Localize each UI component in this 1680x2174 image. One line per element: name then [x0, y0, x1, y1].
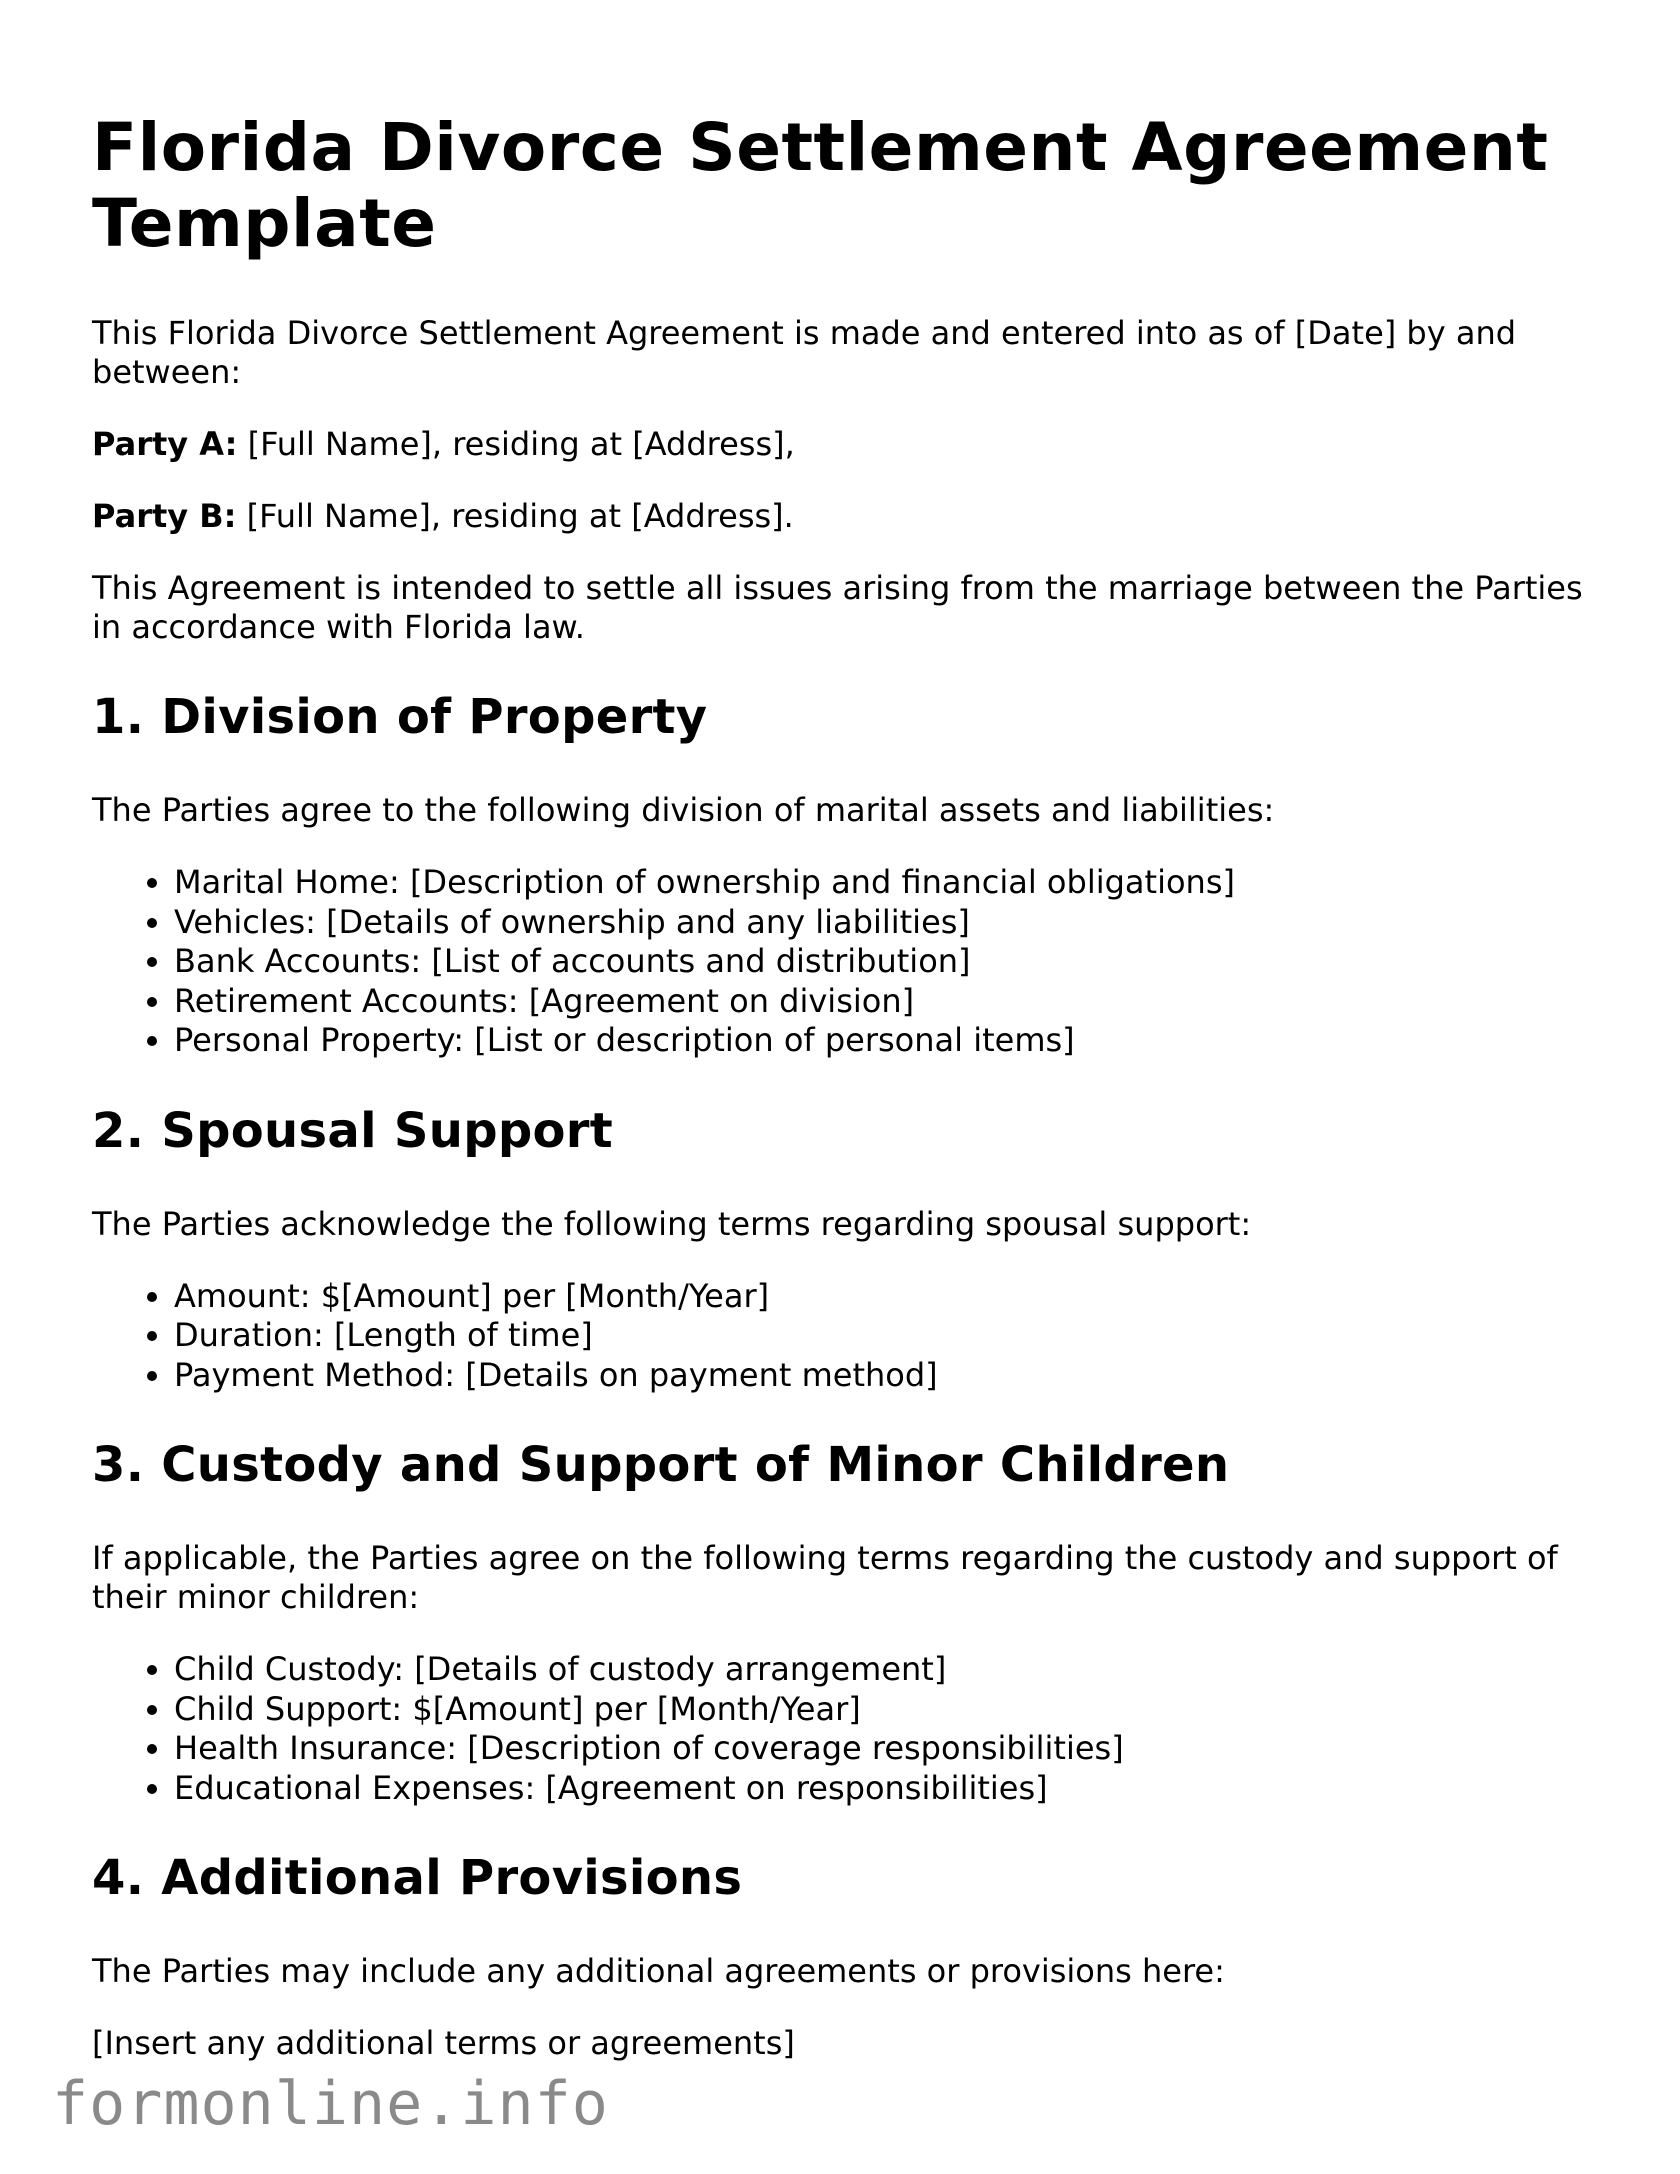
- additional-terms-placeholder: [Insert any additional terms or agreements]: [92, 2024, 795, 2062]
- site-watermark: formonline.info: [52, 2069, 609, 2139]
- list-item: • Bank Accounts: [List of accounts and distribution]: [174, 942, 1592, 982]
- list-item: • Vehicles: [Details of ownership and any liabilities]: [174, 903, 1592, 943]
- section-heading-spousal-support: 2. Spousal Support: [92, 1102, 614, 1159]
- party-a-line: [92, 425, 1592, 464]
- list-item: • Duration: [Length of time]: [174, 1316, 1592, 1356]
- custody-list: [92, 1650, 1592, 1808]
- list-item: • Educational Expenses: [Agreement on responsibilities]: [174, 1769, 1592, 1809]
- list-item: • Amount: $[Amount] per [Month/Year]: [174, 1277, 1592, 1317]
- list-item: • Health Insurance: [Description of coverage responsibilities]: [174, 1729, 1592, 1769]
- section-text-division-of-property: The Parties agree to the following division of marital assets and liabilities:: [92, 791, 1275, 829]
- intro-paragraph: This Florida Divorce Settlement Agreement is made and entered into as of [Date] by and between:: [92, 314, 1517, 391]
- party-b-text: [Full Name], residing at [Address].: [236, 497, 794, 535]
- list-item: • Child Support: $[Amount] per [Month/Year]: [174, 1690, 1592, 1730]
- section-heading-custody: 3. Custody and Support of Minor Children: [92, 1437, 1230, 1493]
- list-item: • Retirement Accounts: [Agreement on division]: [174, 982, 1592, 1022]
- list-item: • Payment Method: [Details on payment method]: [174, 1356, 1592, 1396]
- property-list: [92, 863, 1592, 1061]
- party-b-label: Party B:: [92, 497, 237, 535]
- purpose-paragraph: This Agreement is intended to settle all issues arising from the marriage between the Parties in accordance with Florida law.: [92, 569, 1583, 646]
- party-b-line: [92, 497, 1592, 536]
- spousal-support-list: [92, 1277, 1592, 1396]
- list-item: • Marital Home: [Description of ownership and financial obligations]: [174, 863, 1592, 903]
- document-page: [92, 110, 1592, 2096]
- section-text-custody: If applicable, the Parties agree on the following terms regarding the custody and support of their minor children:: [92, 1539, 1558, 1616]
- section-text-spousal-support: The Parties acknowledge the following terms regarding spousal support:: [92, 1204, 1252, 1243]
- page-title: Florida Divorce Settlement Agreement Template: [92, 109, 1549, 262]
- party-a-text: [Full Name], residing at [Address],: [237, 425, 795, 463]
- section-text-additional-provisions: The Parties may include any additional agreements or provisions here:: [92, 1952, 1225, 1990]
- section-heading-division-of-property: 1. Division of Property: [92, 689, 708, 745]
- list-item: • Child Custody: [Details of custody arrangement]: [174, 1650, 1592, 1690]
- list-item: • Personal Property: [List or description of personal items]: [174, 1021, 1592, 1061]
- party-a-label: Party A:: [92, 425, 238, 463]
- section-heading-additional-provisions: 4. Additional Provisions: [92, 1850, 743, 1906]
